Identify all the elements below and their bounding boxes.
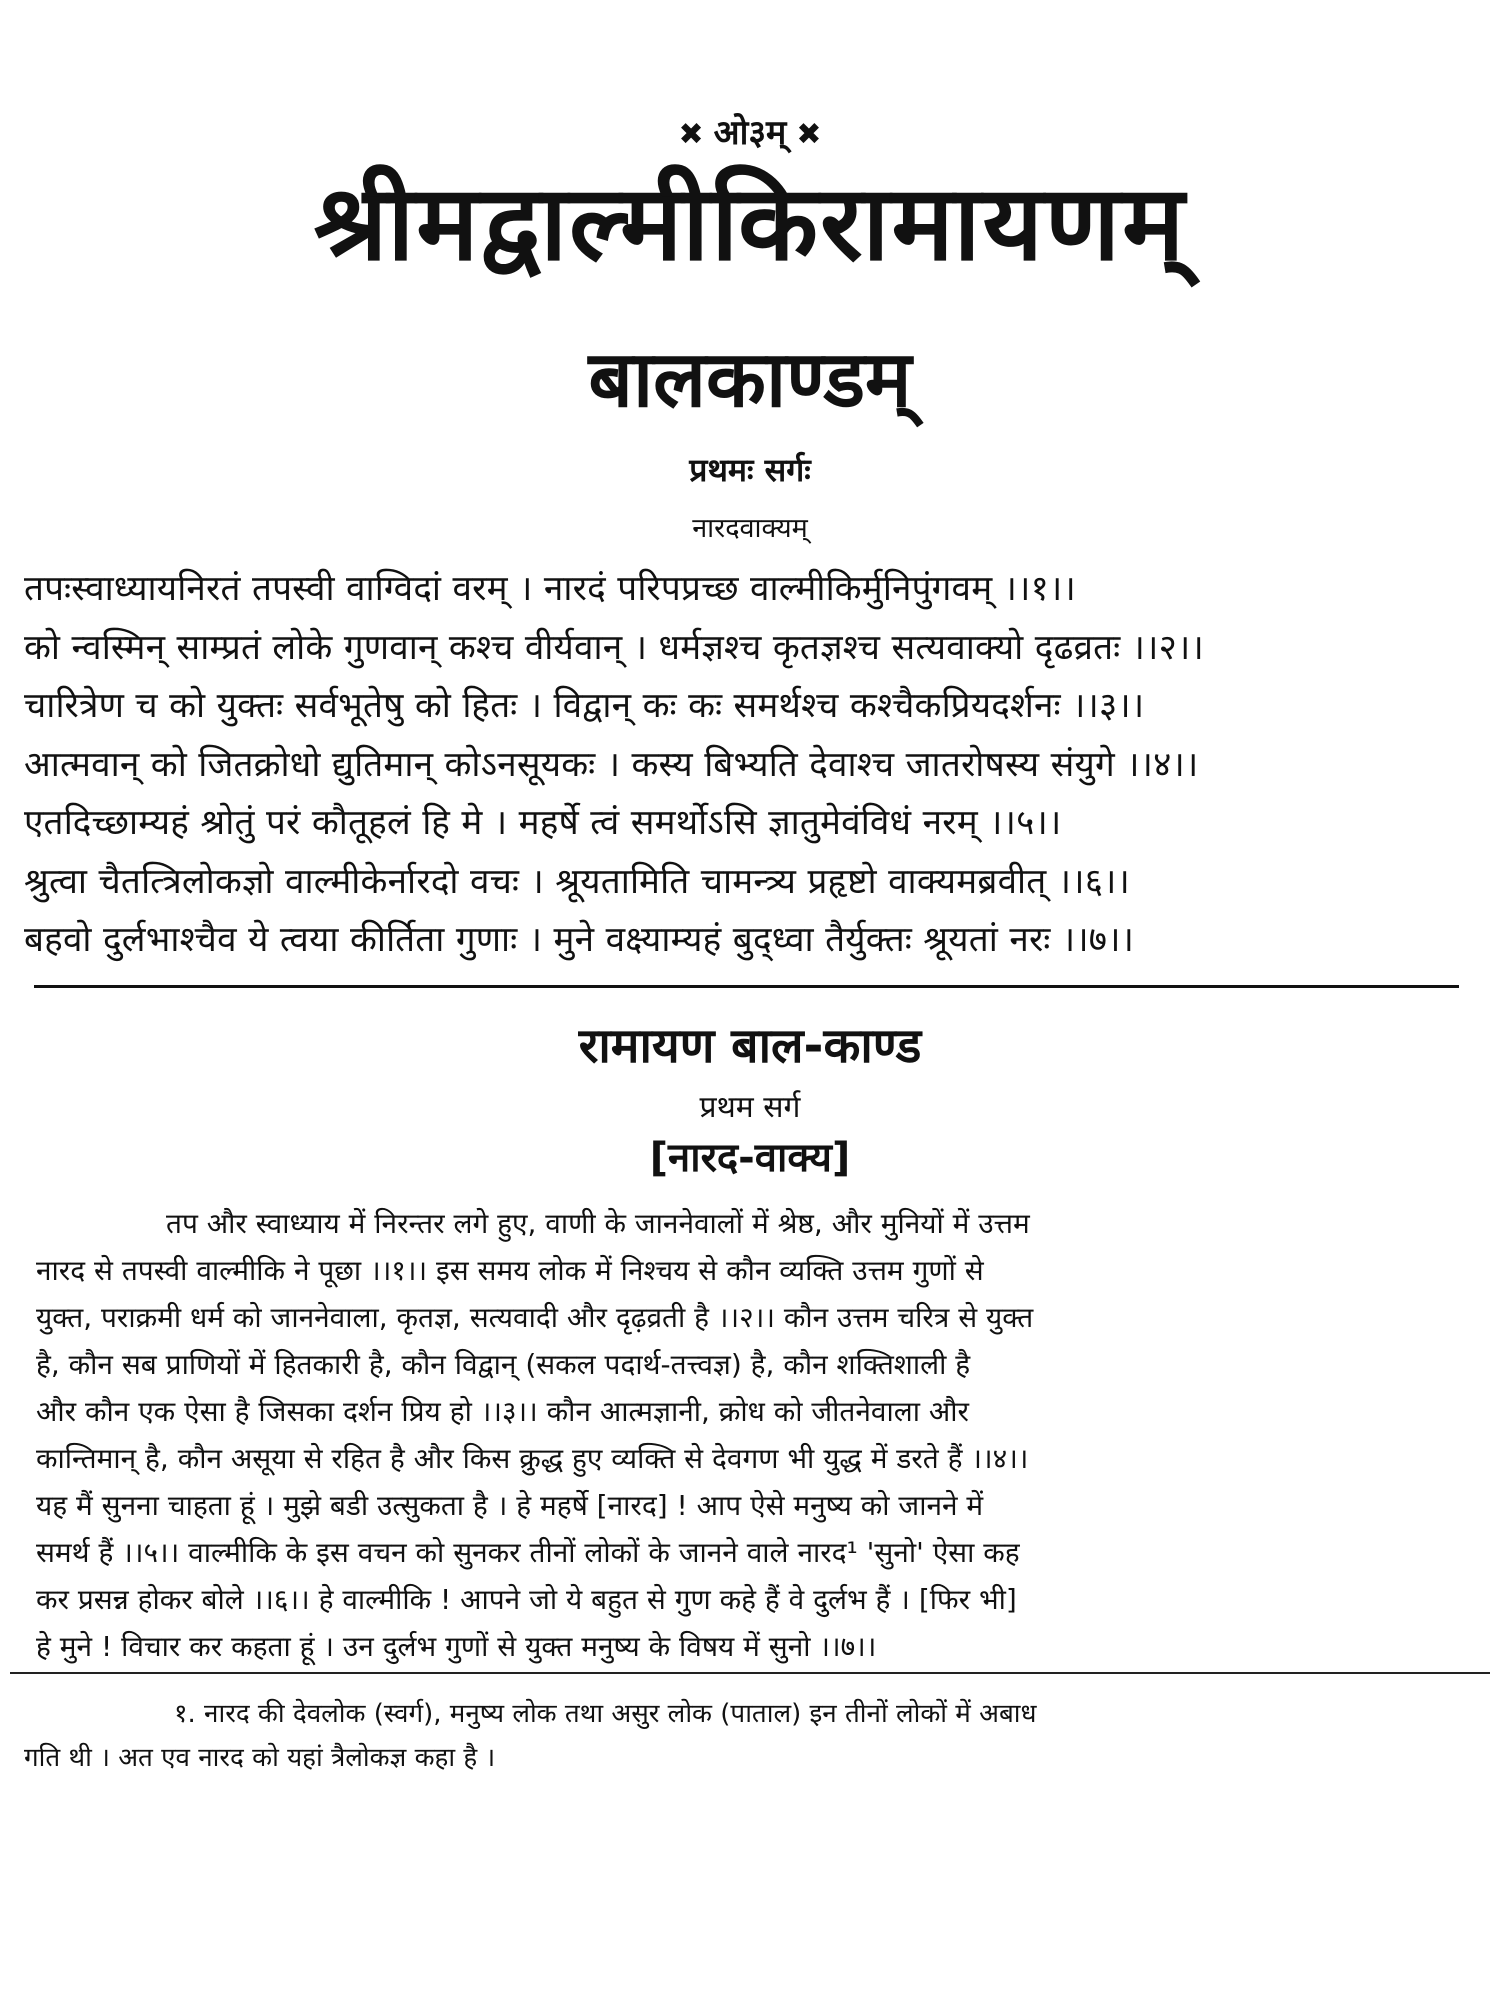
prose-line: समर्थ हैं ।।५।। वाल्मीकि के इस वचन को सुनकर तीनों लोकों के जानने वाले नारद¹ 'सुनो' ऐसा कह (36, 1536, 1020, 1569)
prose-line: हे मुने ! विचार कर कहता हूं । उन दुर्लभ गुणों से युक्त मनुष्य के विषय में सुनो ।।७।। (36, 1630, 877, 1663)
verse-line: बहवो दुर्लभाश्चैव ये त्वया कीर्तिता गुणाः । मुने वक्ष्याम्यहं बुद्ध्वा तैर्युक्तः श्रूयतां नरः ।।७।। (24, 920, 1135, 960)
translation-title: रामायण बाल-काण्ड (578, 1018, 922, 1074)
translation-prose (36, 1200, 1456, 1670)
footnote-line: गति थी । अत एव नारद को यहां त्रैलोकज्ञ कहा है । (24, 1743, 496, 1773)
divider (34, 985, 1459, 988)
footnote-line: १. नारद की देवलोक (स्वर्ग), मनुष्य लोक तथा असुर लोक (पाताल) इन तीनों लोकों में अबाध (174, 1699, 1037, 1729)
ornament-left-icon: ✖ (678, 117, 704, 152)
prose-line: कर प्रसन्न होकर बोले ।।६।। हे वाल्मीकि ! आपने जो ये बहुत से गुण कहे हैं वे दुर्लभ हैं । [फिर भी] (36, 1583, 1017, 1616)
footnote (24, 1692, 1464, 1780)
verse-line: आत्मवान् को जितक्रोधो द्युतिमान् कोऽनसूयकः । कस्य बिभ्यति देवाश्च जातरोषस्य संयुगे ।।४।। (24, 744, 1199, 785)
section-heading: नारदवाक्यम् (692, 513, 808, 544)
footnote-divider (10, 1672, 1490, 1674)
prose-line: है, कौन सब प्राणियों में हितकारी है, कौन विद्वान् (सकल पदार्थ-तत्त्वज्ञ) है, कौन शक्तिशाली है (36, 1348, 971, 1381)
verse-line: को न्वस्मिन् साम्प्रतं लोके गुणवान् कश्च वीर्यवान् । धर्मज्ञश्च कृतज्ञश्च सत्यवाक्यो दृढव्रतः ।।२।। (24, 627, 1204, 668)
verse-line: एतदिच्छाम्यहं श्रोतुं परं कौतूहलं हि मे । महर्षे त्वं समर्थोऽसि ज्ञातुमेवंविधं नरम् ।।५।। (24, 803, 1062, 843)
prose-line: और कौन एक ऐसा है जिसका दर्शन प्रिय हो ।।३।। कौन आत्मज्ञानी, क्रोध को जीतनेवाला और (36, 1395, 969, 1428)
page-title: श्रीमद्वाल्मीकिरामायणम् (313, 162, 1187, 284)
book-title: बालकाण्डम् (588, 335, 912, 425)
chapter-heading: प्रथमः सर्गः (689, 451, 811, 489)
prose-line: तप और स्वाध्याय में निरन्तर लगे हुए, वाणी के जाननेवालों में श्रेष्ठ, और मुनियों में उत्तम (166, 1207, 1030, 1240)
prose-line: नारद से तपस्वी वाल्मीकि ने पूछा ।।१।। इस समय लोक में निश्चय से कौन व्यक्ति उत्तम गुणों से (36, 1254, 984, 1287)
om-text: ओ३म् (713, 113, 787, 153)
sanskrit-verses (24, 560, 1486, 970)
verse-line: तपःस्वाध्यायनिरतं तपस्वी वाग्विदां वरम् । नारदं परिपप्रच्छ वाल्मीकिर्मुनिपुंगवम् ।।१।। (24, 569, 1076, 609)
prose-line: कान्तिमान् है, कौन असूया से रहित है और किस क्रुद्ध हुए व्यक्ति से देवगण भी युद्ध में डरते हैं ।।४।। (36, 1442, 1029, 1475)
om-heading (0, 108, 1500, 154)
prose-line: यह मैं सुनना चाहता हूं । मुझे बडी उत्सुकता है । हे महर्षे [नारद] ! आप ऐसे मनुष्य को जानने में (36, 1489, 984, 1522)
verse-line: चारित्रेण च को युक्तः सर्वभूतेषु को हितः । विद्वान् कः कः समर्थश्च कश्चैकप्रियदर्शनः ।।३।। (24, 686, 1145, 726)
translation-chapter: प्रथम सर्ग (699, 1090, 801, 1125)
translation-section: [नारद-वाक्य] (649, 1135, 851, 1181)
prose-line: युक्त, पराक्रमी धर्म को जाननेवाला, कृतज्ञ, सत्यवादी और दृढ़व्रती है ।।२।। कौन उत्तम चरित्र से युक्त (36, 1301, 1034, 1334)
verse-line: श्रुत्वा चैतत्त्रिलोकज्ञो वाल्मीकेर्नारदो वचः । श्रूयतामिति चामन्त्र्य प्रहृष्टो वाक्यमब्रवीत् ।।६।। (24, 861, 1131, 902)
ornament-right-icon: ✖ (796, 117, 822, 152)
